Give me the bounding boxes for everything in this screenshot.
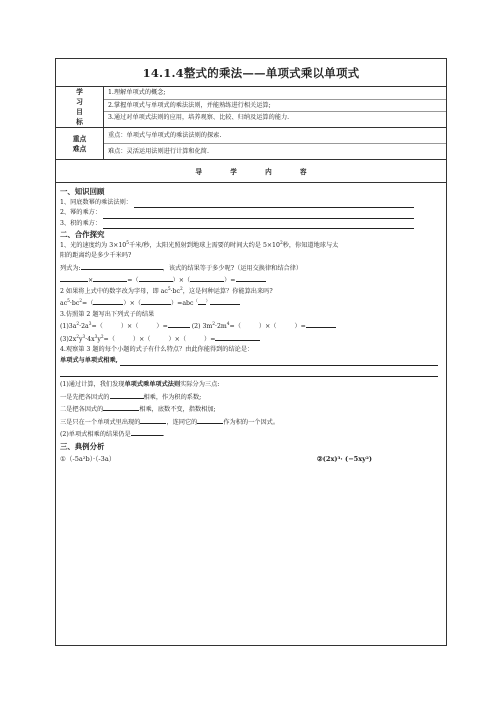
focus-label-line: 重点 — [72, 134, 87, 143]
review-q3-text: 3、积的乘方： — [60, 219, 102, 227]
text: 单项式与单项式相乘, — [60, 356, 118, 364]
exponent: 2 — [100, 334, 104, 340]
exponent: 3 — [88, 321, 92, 327]
answer-blank[interactable] — [134, 200, 414, 208]
explore-p10 — [60, 356, 442, 367]
answer-blank[interactable] — [120, 358, 438, 366]
text: 秒，你知道地球与太 — [282, 241, 339, 249]
answer-blank[interactable] — [103, 211, 414, 219]
text: (1)通过计算，我们发现 — [60, 381, 125, 388]
review-q1-text: 1、同底数幂的乘法法则： — [60, 198, 132, 206]
focus-row — [56, 128, 446, 160]
text: ）×（ — [123, 300, 141, 307]
text: =（ — [229, 323, 241, 330]
answer-blank[interactable] — [236, 274, 266, 282]
text: ·bc — [69, 300, 80, 307]
answer-blank[interactable] — [198, 297, 206, 305]
text: ）×（ — [258, 323, 277, 330]
text: . — [162, 431, 165, 438]
answer-blank[interactable] — [103, 221, 414, 229]
explore-p7 — [60, 320, 442, 333]
exponent: 2 — [179, 286, 183, 292]
exponent: （ — [193, 298, 198, 304]
answer-blank[interactable] — [131, 428, 163, 436]
exponent: 3 — [94, 334, 98, 340]
answer-blank[interactable] — [140, 416, 166, 424]
explore-p11 — [60, 380, 442, 391]
explore-p1-cont: 阳的距离约是多少千米吗? — [60, 252, 132, 259]
goal-item: 3.通过对单项式法则的应用，培养观察、比较、归纳及运算的能力. — [108, 114, 290, 121]
exponent: 2 — [279, 240, 283, 246]
text: y — [97, 335, 101, 343]
text: y — [78, 335, 83, 343]
examples-row — [60, 454, 442, 465]
text: 三是只在一个单项式里出现的 — [60, 418, 141, 426]
explore-p2 — [60, 262, 442, 275]
goals-label-char: 习 — [76, 98, 83, 106]
exponent: ） — [205, 298, 211, 304]
text: ·2a — [79, 323, 89, 330]
exponent: 4 — [226, 321, 230, 327]
explore-p4 — [60, 287, 442, 298]
text: ）×（ — [120, 323, 139, 330]
review-q2 — [60, 208, 442, 219]
focus-item: 重点：单项式与单项式的乘法法则的探索. — [104, 128, 446, 144]
guide-heading: 导 学 内 容 — [56, 160, 446, 183]
text: =（ — [91, 323, 103, 330]
answer-blank[interactable] — [103, 403, 139, 411]
text: (2)单项式相乘的结果仍是 — [60, 431, 131, 438]
text: 千米/秒，太阳光照射到地球上需要的时间大约是 5×10 — [128, 241, 280, 249]
answer-blank[interactable] — [141, 297, 171, 305]
text: ）= — [224, 277, 236, 284]
text: (3)2x — [60, 335, 77, 343]
answer-blank[interactable] — [93, 274, 127, 282]
explore-p12 — [60, 391, 442, 404]
focus-label — [56, 128, 104, 159]
explore-p5 — [60, 297, 442, 310]
text: 二是把各因式的 — [60, 406, 104, 413]
text: =（ — [127, 277, 139, 284]
text: ）×（ — [168, 335, 187, 343]
text: 相乘，作为积的系数; — [143, 393, 202, 401]
explore-p13 — [60, 403, 442, 416]
worksheet — [55, 58, 447, 646]
goals-row — [56, 87, 446, 128]
examples-heading: 三、典例分析 — [60, 441, 105, 451]
goals-label-char: 标 — [76, 118, 83, 126]
goals-label-char: 目 — [76, 108, 83, 116]
text: 一是先把各因式的 — [60, 393, 110, 401]
explore-p9: 4.观察第 3 题的每个小题的式子有什么特点？由此你能得到的结论是： — [60, 346, 254, 353]
text: 1、光的速度约为 3×10 — [60, 241, 127, 249]
text: ac — [60, 300, 68, 307]
goal-item: 1.理解单项式的概念; — [104, 87, 446, 100]
answer-blank[interactable] — [197, 416, 223, 424]
text: ，这是何种运算？你能算出来吗? — [182, 287, 273, 295]
text: ·bc — [170, 287, 180, 295]
review-q2-text: 2、幂的乘方： — [60, 209, 102, 216]
answer-blank[interactable] — [210, 297, 240, 305]
exponent: 5 — [67, 298, 70, 304]
review-q1 — [60, 198, 442, 209]
text: ）= — [294, 323, 306, 330]
focus-list — [104, 128, 446, 159]
exponent: 3 — [82, 334, 86, 340]
answer-blank[interactable] — [215, 333, 260, 341]
explore-p8 — [60, 333, 442, 346]
text: 实际分为三点: — [180, 381, 220, 388]
text: 作为积的一个因式。 — [223, 418, 280, 426]
text: ）=abc — [170, 300, 194, 307]
review-heading: 一、知识回顾 — [60, 187, 105, 196]
text: ，连同它的 — [166, 418, 198, 426]
explore-heading: 二、合作探究 — [60, 230, 105, 239]
answer-blank[interactable] — [60, 274, 88, 282]
text: (2) 3m — [191, 323, 213, 330]
text: ，该式的结果等于多少呢?（运用交换律和结合律） — [162, 264, 303, 272]
answer-blank[interactable] — [168, 320, 190, 328]
example-1: ①（-5a²b）·（-3a） — [60, 455, 116, 463]
text: ）×（ — [172, 277, 191, 284]
explore-p14 — [60, 416, 442, 429]
text: =（ — [103, 335, 115, 343]
text: 相乘，底数不变，指数相加; — [139, 406, 216, 413]
goal-item: 2.掌握单项式与单项式的乘法法则，并能熟练进行相关运算; — [104, 100, 446, 113]
review-q3 — [60, 219, 442, 230]
exponent: 5 — [126, 240, 129, 246]
explore-p15 — [60, 428, 442, 441]
exponent: 2 — [76, 321, 80, 327]
exponent: 5 — [167, 286, 171, 292]
text: 列式为: — [60, 264, 81, 272]
answer-blank[interactable] — [60, 369, 438, 377]
exponent: 2 — [76, 334, 79, 340]
text: ·2m — [215, 323, 227, 330]
explore-p3 — [60, 274, 442, 287]
text: ）= — [156, 323, 168, 330]
explore-blank-line — [60, 366, 442, 377]
page-title: 14.1.4整式的乘法——单项式乘以单项式 — [56, 59, 446, 87]
text: (1)3a — [60, 323, 77, 330]
answer-blank[interactable] — [306, 320, 336, 328]
explore-p1 — [60, 241, 442, 252]
goals-list — [104, 87, 446, 127]
answer-blank[interactable] — [190, 274, 224, 282]
explore-p6: 3.仿照第 2 题写出下列式子的结果 — [60, 310, 155, 318]
text: × — [88, 277, 94, 284]
answer-blank[interactable] — [81, 262, 163, 270]
exponent: 2 — [79, 298, 83, 304]
example-2: ②(2x)³· (−5xy²) — [316, 455, 372, 463]
main-content — [56, 183, 446, 468]
goals-label — [56, 87, 104, 127]
text: 单项式乘单项式法则 — [124, 381, 181, 388]
text: =（ — [82, 300, 94, 307]
text: ）×（ — [132, 335, 151, 343]
text: 2 如果将上式中的数字改为字母，即 ac — [60, 287, 168, 295]
text: ·4x — [85, 335, 95, 343]
exponent: 2 — [212, 321, 216, 327]
answer-blank[interactable] — [139, 274, 173, 282]
answer-blank[interactable] — [93, 297, 123, 305]
focus-item: 难点：灵活运用法则进行计算和化简. — [108, 148, 209, 155]
focus-label-line: 难点 — [72, 144, 87, 153]
text: ）= — [204, 335, 216, 343]
answer-blank[interactable] — [110, 391, 144, 399]
goals-label-char: 学 — [76, 88, 83, 96]
